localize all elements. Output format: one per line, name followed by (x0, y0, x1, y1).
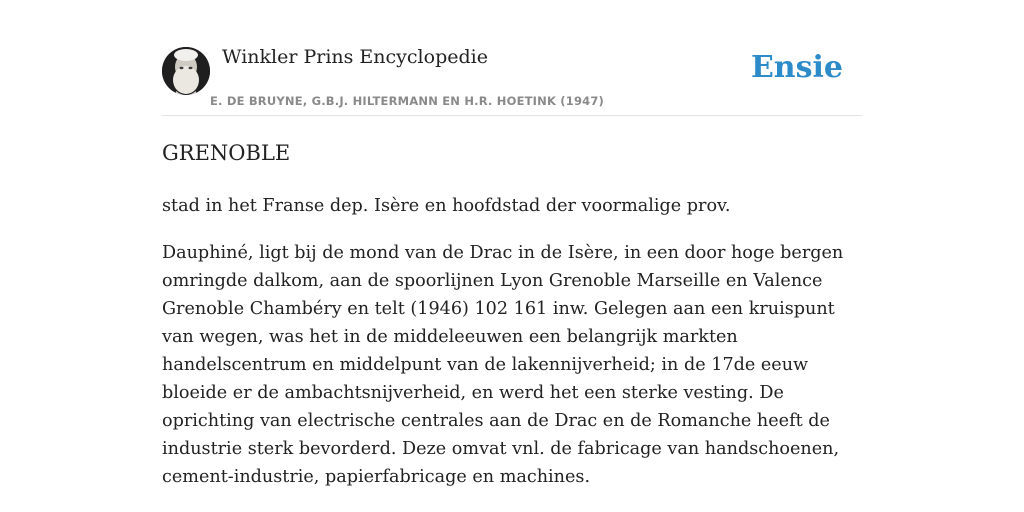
authors-line: E. DE BRUYNE, G.B.J. HILTERMANN EN H.R. HOETINK (1947) (210, 94, 605, 108)
article-paragraph-2: Dauphiné, ligt bij de mond van de Drac in de Isère, in een door hoge bergen omringde dalkom, aan de spoorlijnen Lyon Grenoble Marseille en Valence Grenoble Chambéry en telt (1946) 102 161 inw. Gelegen aan een kruispunt van wegen, was het in de middeleeuwen een belangrijk markten handelscentrum en middelpunt van de lakennijverheid; in de 17de eeuw bloeide er de ambachtsnijverheid, en werd het een sterke vesting. De oprichting van electrische centrales aan de Drac en de Romanche heeft de industrie sterk bevorderd. Deze omvat vnl. de fabricage van handschoenen, cement-industrie, papierfabricage en machines. (162, 243, 844, 487)
portrait-avatar-icon (162, 47, 210, 95)
author-avatar[interactable] (162, 47, 210, 95)
header-divider (162, 115, 862, 116)
ensie-logo[interactable]: Ensie (750, 50, 843, 85)
article-title: GRENOBLE (162, 141, 291, 165)
source-title[interactable]: Winkler Prins Encyclopedie (222, 46, 488, 68)
article-paragraph-1: stad in het Franse dep. Isère en hoofdstad der voormalige prov. (162, 196, 731, 216)
